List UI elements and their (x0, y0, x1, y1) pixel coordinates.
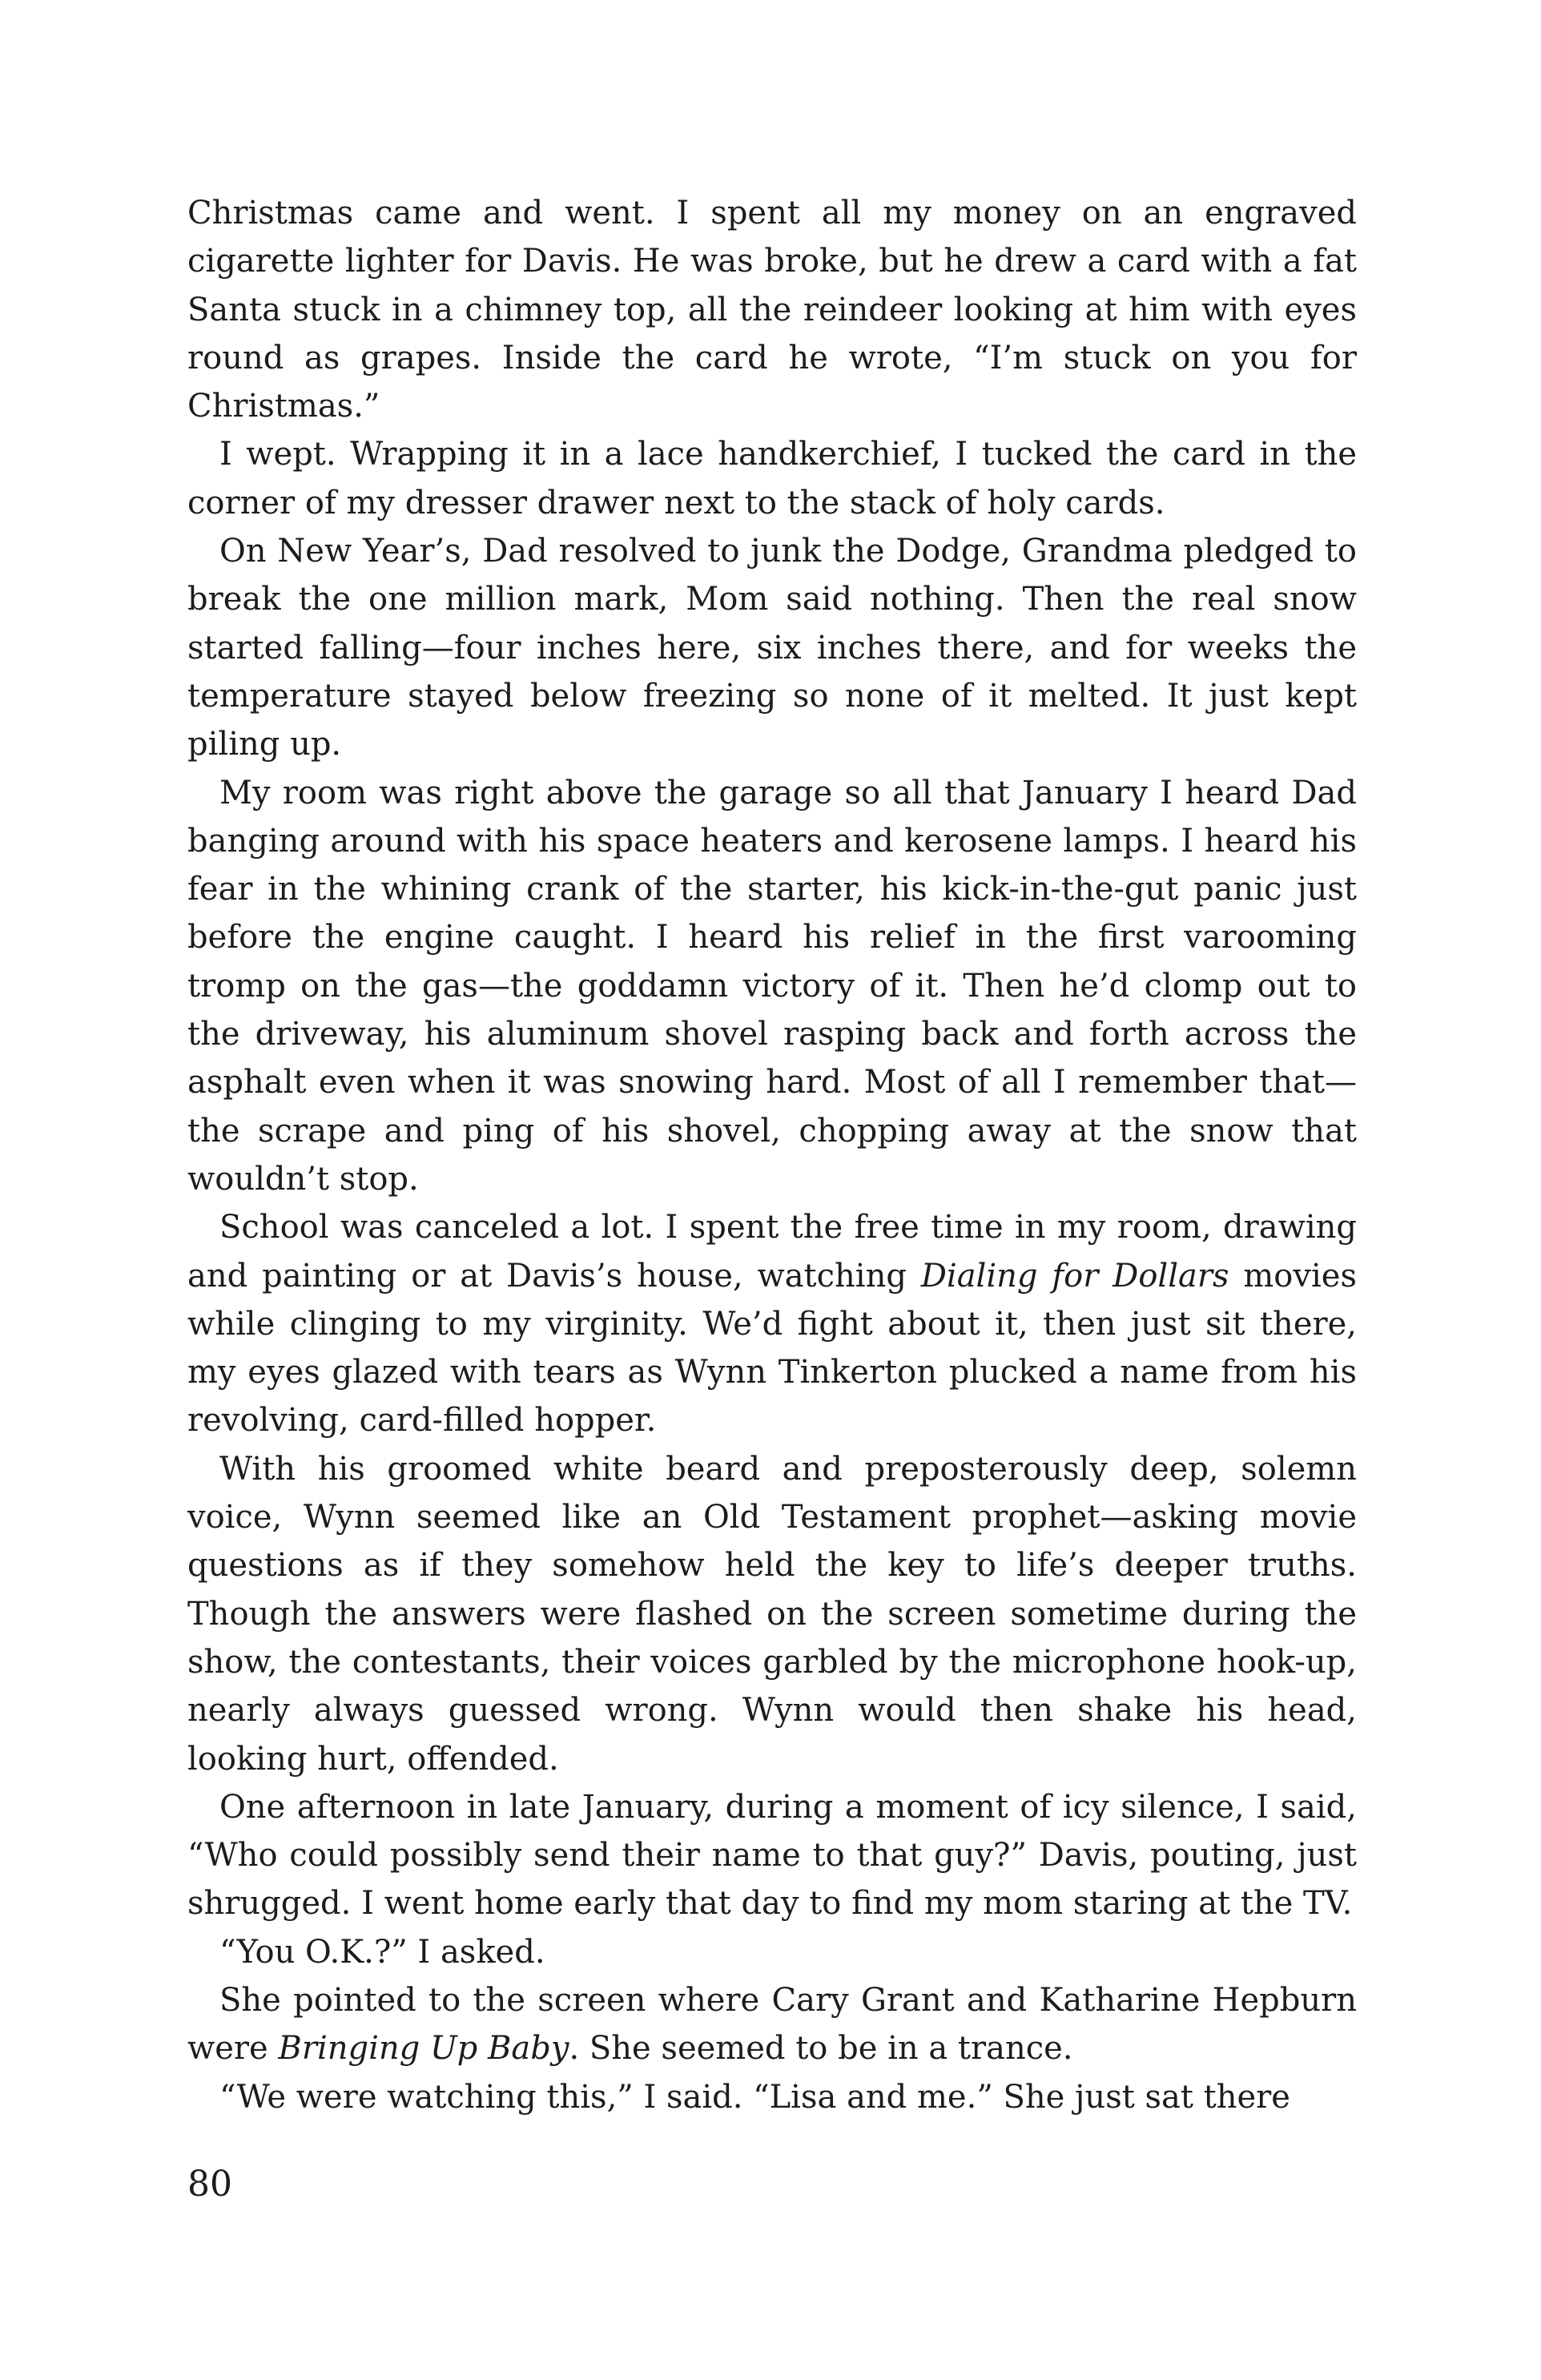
body-text (187, 189, 1357, 2121)
paragraph (187, 1783, 1357, 1928)
text-run: School was canceled a lot. I spent the free time in my room, drawing and painting or at Davis’s house, watching (187, 1209, 1357, 1295)
text-run: On New Year’s, Dad resolved to junk the Dodge, Grandma pledged to break the one million mark, Mom said nothing. Then the real snow started falling—four inches here, six inches there, and for weeks the temperature stayed below freezing so none of it melted. It just kept piling up. (187, 533, 1357, 763)
paragraph (187, 189, 1357, 430)
paragraph (187, 430, 1357, 527)
paragraph (187, 1928, 1357, 1976)
text-run: She pointed to the screen where Cary Grant and Katharine Hepburn were (187, 1981, 1357, 2068)
paragraph (187, 1445, 1357, 1783)
text-run: Christmas came and went. I spent all my money on an engraved cigarette lighter for Davis. He was broke, but he drew a card with a fat Santa stuck in a chimney top, all the reindeer looking at him with eyes round as grapes. Inside the card he wrote, “I’m stuck on you for Christmas.” (187, 195, 1357, 425)
title-italic: Bringing Up Baby (278, 2030, 569, 2068)
text-run: “You O.K.?” I asked. (219, 1933, 545, 1971)
paragraph (187, 1203, 1357, 1444)
text-run: With his groomed white beard and preposterously deep, solemn voice, Wynn seemed like an Old Testament prophet—asking movie questions as if they somehow held the key to life’s deeper truths. Though the answers were flashed on the screen sometime during the show, the contestants, their voices garbled by the microphone hook-up, nearly always guessed wrong. Wynn would then shake his head, looking hurt, offended. (187, 1450, 1357, 1778)
paragraph (187, 527, 1357, 768)
paragraph (187, 2073, 1357, 2121)
title-italic: Dialing for Dollars (920, 1257, 1229, 1295)
text-run: I wept. Wrapping it in a lace handkerchief, I tucked the card in the corner of my dresser drawer next to the stack of holy cards. (187, 436, 1357, 522)
text-run: movies while clinging to my virginity. We’d fight about it, then just sit there, my eyes glazed with tears as Wynn Tinkerton plucked a name from his revolving, card-filled hopper. (187, 1257, 1357, 1440)
paragraph (187, 769, 1357, 1204)
paragraph (187, 1976, 1357, 2073)
page-number: 80 (187, 2164, 232, 2205)
text-run: One afternoon in late January, during a moment of icy silence, I said, “Who could possibly send their name to that guy?” Davis, pouting, just shrugged. I went home early that day to find my mom staring at the TV. (187, 1788, 1357, 1923)
text-run: . She seemed to be in a trance. (569, 2030, 1073, 2068)
text-run: My room was right above the garage so all that January I heard Dad banging around with his space heaters and kerosene lamps. I heard his fear in the whining crank of the starter, his kick-in-the-gut panic just before the engine caught. I heard his relief in the first varooming tromp on the gas—the goddamn victory of it. Then he’d clomp out to the driveway, his aluminum shovel rasping back and forth across the asphalt even when it was snowing hard. Most of all I remember that—the scrape and ping of his shovel, chopping away at the snow that wouldn’t stop. (187, 774, 1357, 1198)
text-run: “We were watching this,” I said. “Lisa and me.” She just sat there (219, 2078, 1290, 2116)
